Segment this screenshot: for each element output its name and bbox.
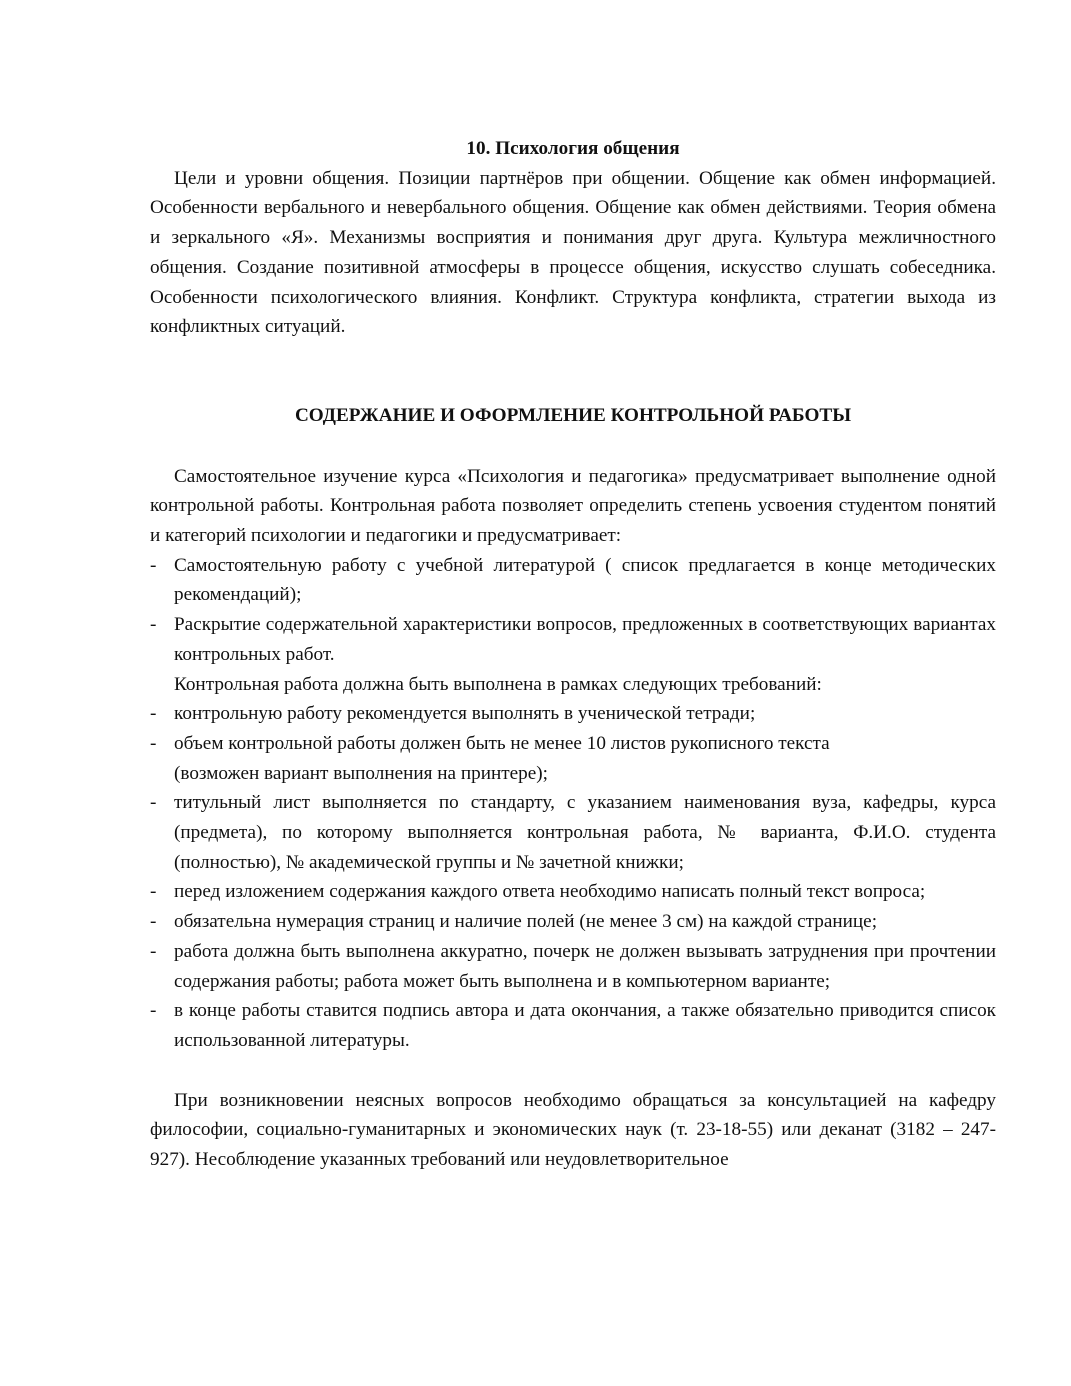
list-item [150,788,996,877]
list-item-text: титульный лист выполняется по стандарту, с указанием наименования вуза, кафедры, курса (предмета), по которому выполняется контрольная работа, № варианта, Ф.И.О. студента (полностью), № академической группы и № зачетной книжки; [174,792,996,873]
list-item [150,699,996,729]
list-item-text-continued: (возможен вариант выполнения на принтере); [174,762,549,784]
dash-bullet: - [150,614,157,636]
list-item [150,996,996,1055]
list-item-text: Самостоятельную работу с учебной литературой ( список предлагается в конце методических рекомендаций); [174,554,996,606]
dash-bullet: - [150,881,157,903]
document-page [150,134,996,1175]
dash-bullet: - [150,940,157,962]
spacer [150,1056,996,1086]
dash-bullet: - [150,732,157,754]
list-item [150,937,996,996]
section-title: 10. Психология общения [466,138,680,159]
list-item [150,729,996,788]
dash-bullet: - [150,554,157,576]
list-item [150,907,996,937]
dash-bullet: - [150,703,157,725]
requirements-intro: Контрольная работа должна быть выполнена в рамках следующих требований: [174,673,822,695]
spacer [150,431,996,462]
list-item-text: в конце работы ставится подпись автора и дата окончания, а также обязательно приводится список использованной литературы. [174,1000,996,1051]
section-heading: СОДЕРЖАНИЕ И ОФОРМЛЕНИЕ КОНТРОЛЬНОЙ РАБОТЫ [294,404,852,426]
dash-bullet: - [150,1000,157,1022]
list-item [150,877,996,907]
list-item-text: перед изложением содержания каждого ответа необходимо написать полный текст вопроса; [174,881,926,903]
spacer [150,342,996,401]
list-item-text: контрольную работу рекомендуется выполнять в ученической тетради; [174,703,756,725]
dash-bullet: - [150,911,157,933]
list-item-text: обязательна нумерация страниц и наличие полей (не менее 3 см) на каждой странице; [174,911,878,933]
list-item-text: работа должна быть выполнена аккуратно, почерк не должен вызывать затруднения при прочтении содержания работы; работа может быть выполнена и в компьютерном варианте; [174,940,996,992]
list-item [150,551,996,610]
task-list [150,551,996,670]
closing-paragraph: При возникновении неясных вопросов необходимо обращаться за консультацией на кафедру философии, социально-гуманитарных и экономических наук (т. 23-18-55) или деканат (3182 – 247-927). Несоблюдение указанных требований или неудовлетворительное [150,1089,996,1171]
requirements-list [150,699,996,1055]
list-item [150,610,996,669]
list-item-text: объем контрольной работы должен быть не менее 10 листов рукописного текста [174,732,830,754]
list-item-text: Раскрытие содержательной характеристики вопросов, предложенных в соответствующих вариантах контрольных работ. [174,614,996,665]
section-text: Цели и уровни общения. Позиции партнёров при общении. Общение как обмен информацией. Особенности вербального и невербального общения. Общение как обмен действиями. Теория обмена и зеркального «Я». Механизмы восприятия и понимания друг друга. Культура межличностного общения. Создание позитивной атмосферы в процессе общения, искусство слушать собеседника. Особенности психологического влияния. Конфликт. Структура конфликта, стратегии выхода из конфликтных ситуаций. [150,167,996,338]
dash-bullet: - [150,792,157,814]
intro-paragraph: Самостоятельное изучение курса «Психология и педагогика» предусматривает выполнение одной контрольной работы. Контрольная работа позволяет определить степень усвоения студентом понятий и категорий психологии и педагогики и предусматривает: [150,465,996,547]
